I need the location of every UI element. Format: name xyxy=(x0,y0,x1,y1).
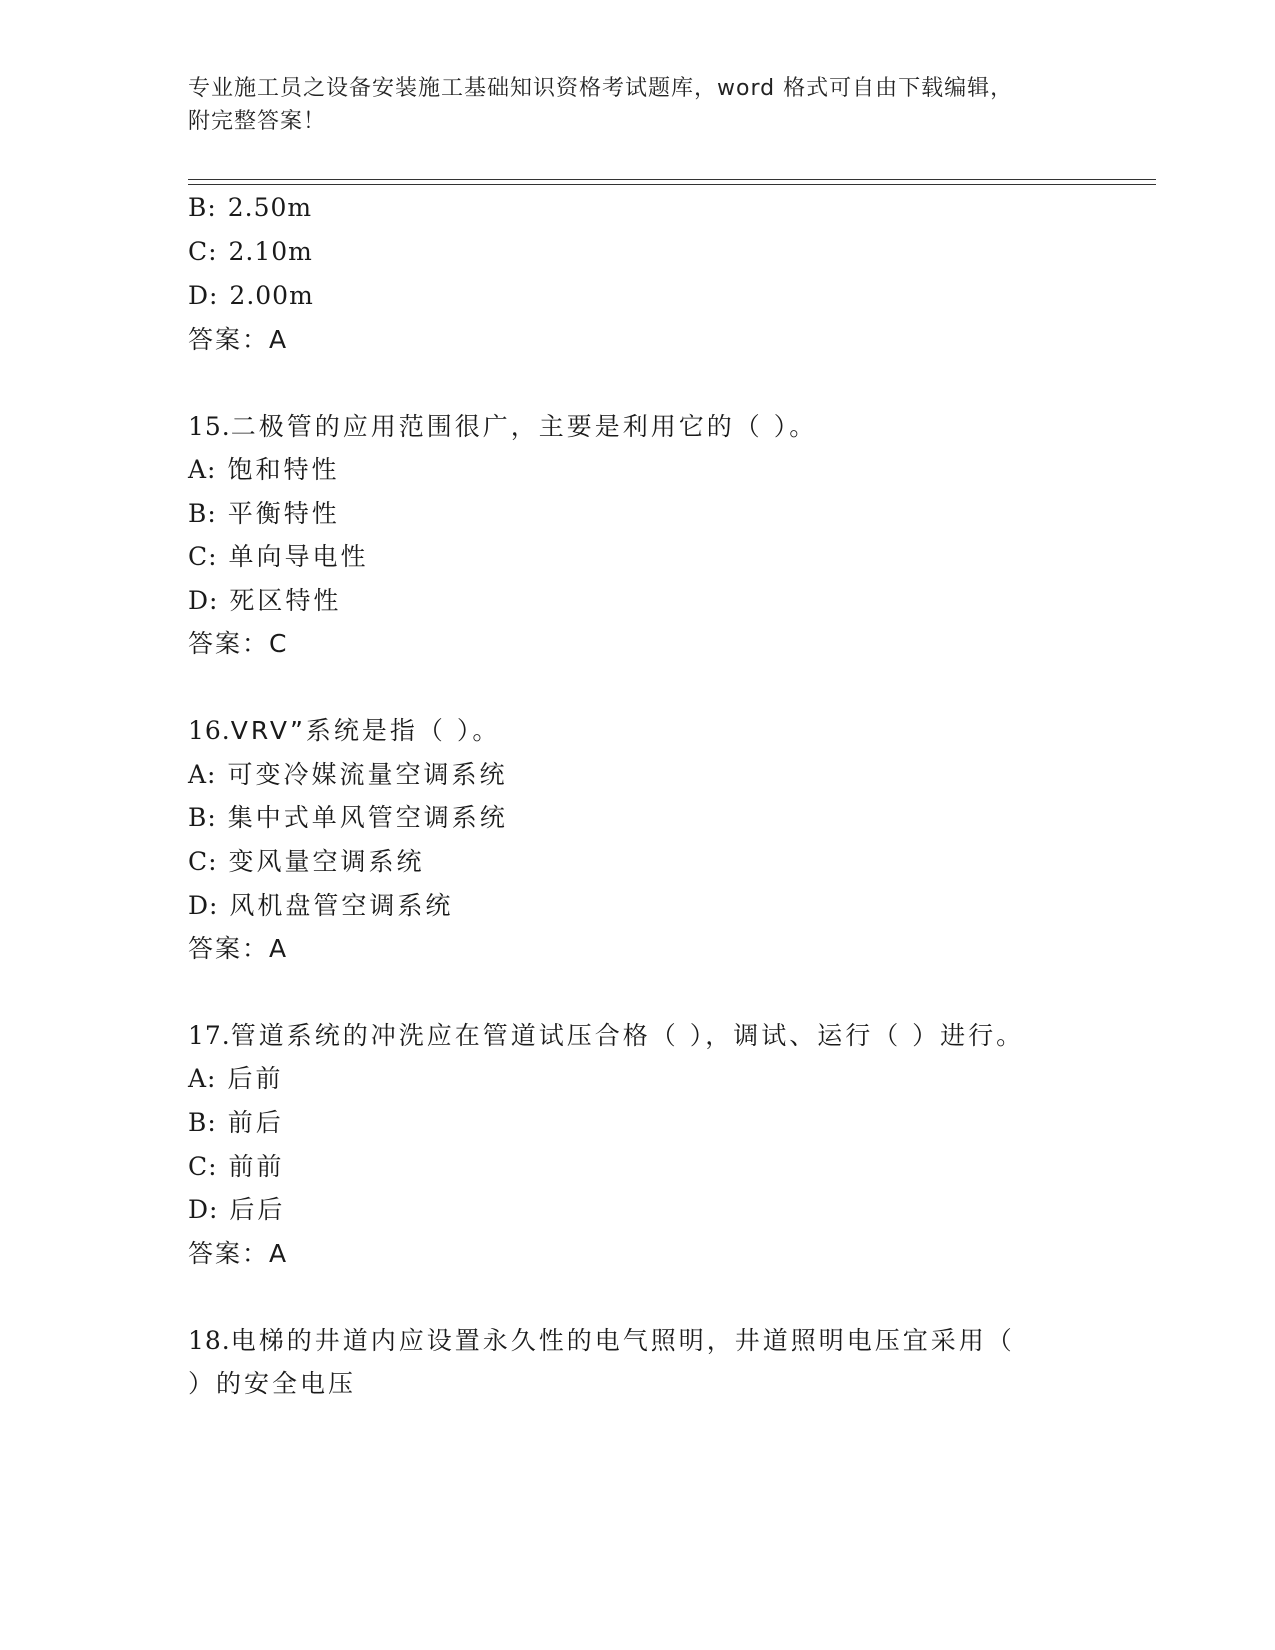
answer-line: 答案：A xyxy=(188,325,289,354)
option-c xyxy=(188,847,425,877)
option-key: B: xyxy=(188,1108,217,1137)
option-a xyxy=(188,760,507,790)
option-text: 2.10m xyxy=(228,237,313,266)
option-key: C: xyxy=(188,237,218,266)
option-d xyxy=(188,1195,285,1225)
answer-line: 答案：A xyxy=(188,934,289,963)
option-a xyxy=(188,1064,283,1094)
option-text: 后后 xyxy=(229,1195,286,1224)
question-15 xyxy=(188,412,817,442)
option-text: 前后 xyxy=(227,1108,284,1137)
option-text: 饱和特性 xyxy=(227,455,340,484)
question-text: VRV”系统是指（ ）。 xyxy=(230,716,501,745)
option-text: 可变冷媒流量空调系统 xyxy=(227,760,508,789)
option-key: B: xyxy=(188,803,217,832)
option-text: 变风量空调系统 xyxy=(228,847,425,876)
option-d xyxy=(188,586,341,616)
option-text: 风机盘管空调系统 xyxy=(229,891,454,920)
option-key: A: xyxy=(188,760,217,789)
question-18-continuation: ）的安全电压 xyxy=(188,1369,357,1398)
option-c xyxy=(188,1152,285,1182)
option-key: C: xyxy=(188,1152,218,1181)
option-key: D: xyxy=(188,891,219,920)
header-divider-bottom xyxy=(188,184,1156,185)
option-text: 集中式单风管空调系统 xyxy=(227,803,508,832)
option-key: B: xyxy=(188,193,217,222)
question-number: 17. xyxy=(188,1021,231,1050)
question-text: 电梯的井道内应设置永久性的电气照明，井道照明电压宜采用（ xyxy=(230,1326,1015,1355)
option-c xyxy=(188,542,369,572)
option-b xyxy=(188,803,508,833)
option-text: 2.50m xyxy=(227,193,313,222)
question-number: 15. xyxy=(188,412,231,441)
question-16 xyxy=(188,716,500,746)
document-header xyxy=(188,72,1088,138)
option-b xyxy=(188,1108,284,1138)
header-divider-top xyxy=(188,179,1156,180)
option-key: A: xyxy=(188,1064,217,1093)
option-text: 死区特性 xyxy=(229,586,342,615)
option-text: 单向导电性 xyxy=(228,542,369,571)
option-b xyxy=(188,193,312,223)
option-text: 平衡特性 xyxy=(227,499,340,528)
question-18 xyxy=(188,1326,1015,1356)
option-a xyxy=(188,455,339,485)
option-text: 后前 xyxy=(227,1064,284,1093)
header-line-2: 附完整答案！ xyxy=(188,109,327,134)
option-key: C: xyxy=(188,542,218,571)
option-text: 2.00m xyxy=(229,281,314,310)
option-key: C: xyxy=(188,847,218,876)
question-17 xyxy=(188,1021,1024,1051)
option-c xyxy=(188,237,313,267)
question-text: 管道系统的冲洗应在管道试压合格（ ），调试、运行（ ）进行。 xyxy=(230,1021,1025,1050)
answer-line: 答案：A xyxy=(188,1239,289,1268)
answer-line: 答案：C xyxy=(188,629,289,658)
question-text: 二极管的应用范围很广，主要是利用它的（ ）。 xyxy=(230,412,818,441)
option-key: B: xyxy=(188,499,217,528)
question-number: 18. xyxy=(188,1326,231,1355)
option-d xyxy=(188,891,453,921)
option-d xyxy=(188,281,314,311)
option-b xyxy=(188,499,340,529)
option-key: D: xyxy=(188,586,219,615)
header-line-1: 专业施工员之设备安装施工基础知识资格考试题库，word 格式可自由下载编辑， xyxy=(188,76,1014,101)
option-key: A: xyxy=(188,455,217,484)
option-key: D: xyxy=(188,281,219,310)
question-number: 16. xyxy=(188,716,231,745)
option-key: D: xyxy=(188,1195,219,1224)
option-text: 前前 xyxy=(228,1152,285,1181)
